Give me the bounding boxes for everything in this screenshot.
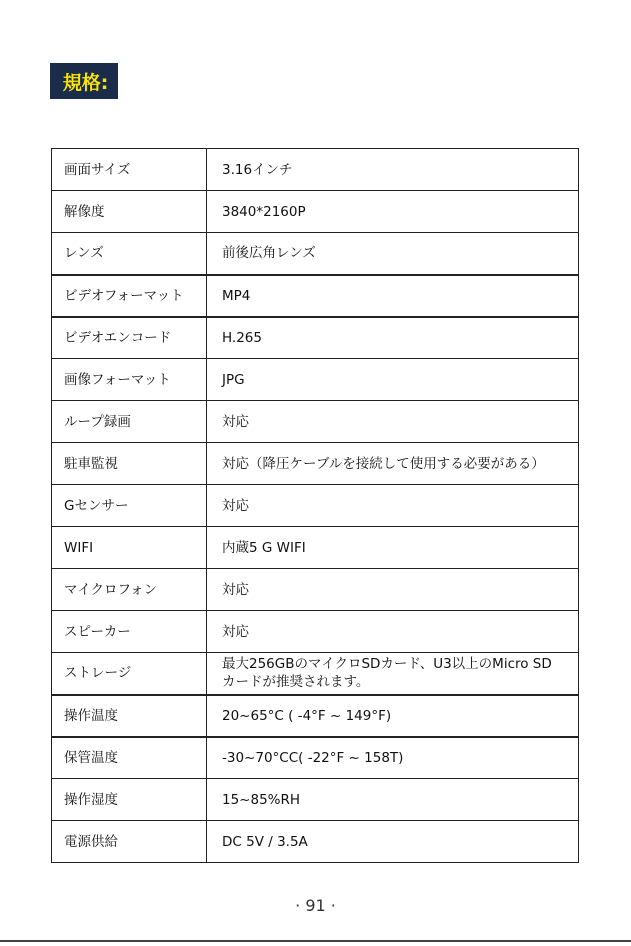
table-row <box>52 149 579 191</box>
spec-label: ストレージ <box>52 653 207 695</box>
spec-value: MP4 <box>207 275 579 317</box>
table-row <box>52 569 579 611</box>
spec-value: DC 5V / 3.5A <box>207 821 579 863</box>
spec-value: JPG <box>207 359 579 401</box>
spec-heading: 規格: <box>50 63 118 99</box>
spec-label: レンズ <box>52 233 207 275</box>
spec-value: 内蔵5 G WIFI <box>207 527 579 569</box>
spec-value: 前後広角レンズ <box>207 233 579 275</box>
spec-label: Gセンサー <box>52 485 207 527</box>
table-row <box>52 401 579 443</box>
spec-label: ビデオエンコード <box>52 317 207 359</box>
table-row <box>52 359 579 401</box>
spec-table <box>51 148 579 863</box>
spec-value: 最大256GBのマイクロSDカード、U3以上のMicro SDカードが推奨されます。 <box>207 653 579 695</box>
spec-label: 保管温度 <box>52 737 207 779</box>
spec-value: 対応 <box>207 485 579 527</box>
spec-label: 電源供給 <box>52 821 207 863</box>
spec-value: H.265 <box>207 317 579 359</box>
table-row <box>52 443 579 485</box>
table-row <box>52 317 579 359</box>
spec-label: 解像度 <box>52 191 207 233</box>
spec-label: WIFI <box>52 527 207 569</box>
spec-value: 対応（降圧ケーブルを接続して使用する必要がある） <box>207 443 579 485</box>
table-row <box>52 233 579 275</box>
spec-label: 画面サイズ <box>52 149 207 191</box>
spec-label: ビデオフォーマット <box>52 275 207 317</box>
table-row <box>52 191 579 233</box>
spec-label: 駐車監視 <box>52 443 207 485</box>
spec-label: マイクロフォン <box>52 569 207 611</box>
table-row <box>52 527 579 569</box>
bottom-rule <box>0 940 631 942</box>
table-row <box>52 737 579 779</box>
page-number: · 91 · <box>295 896 336 915</box>
table-row <box>52 611 579 653</box>
spec-label: 操作湿度 <box>52 779 207 821</box>
spec-table-body <box>52 149 579 863</box>
spec-value: 20~65°C ( -4°F ~ 149°F) <box>207 695 579 737</box>
table-row <box>52 821 579 863</box>
spec-label: 画像フォーマット <box>52 359 207 401</box>
spec-label: 操作温度 <box>52 695 207 737</box>
table-row <box>52 275 579 317</box>
spec-value: 対応 <box>207 569 579 611</box>
table-row <box>52 653 579 695</box>
table-row <box>52 485 579 527</box>
spec-value: 3840*2160P <box>207 191 579 233</box>
table-row <box>52 695 579 737</box>
table-row <box>52 779 579 821</box>
spec-value: 対応 <box>207 611 579 653</box>
spec-label: ループ録画 <box>52 401 207 443</box>
spec-value: 3.16インチ <box>207 149 579 191</box>
spec-label: スピーカー <box>52 611 207 653</box>
spec-value: 15~85%RH <box>207 779 579 821</box>
spec-value: -30~70°CC( -22°F ~ 158T) <box>207 737 579 779</box>
spec-value: 対応 <box>207 401 579 443</box>
